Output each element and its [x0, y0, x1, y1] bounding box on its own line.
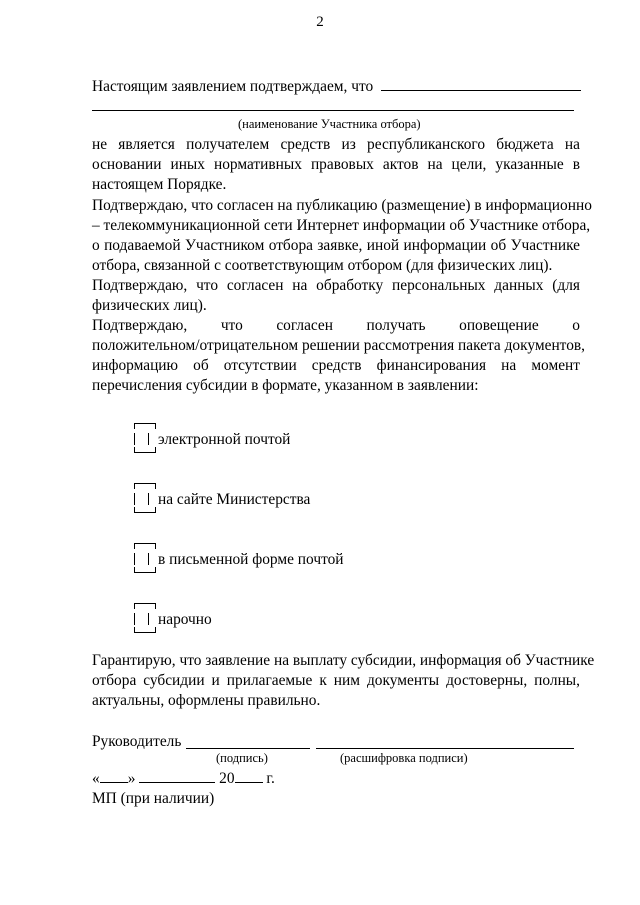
option-label-mail: в письменной форме почтой — [158, 551, 344, 568]
paragraph2-line: Подтверждаю, что согласен на публикацию (размещение) в информационно — [92, 197, 592, 214]
paragraph1-line: настоящем Порядке. — [92, 176, 227, 193]
in-person-checkbox[interactable] — [134, 603, 154, 633]
paragraph5-line: актуальны, оформлены правильно. — [92, 692, 321, 709]
paragraph4-line: положительном/отрицательном решении рассмотрения пакета документов, — [92, 337, 586, 354]
paragraph4-line: информацию об отсутствии средств финансирования на момент — [92, 357, 580, 374]
stamp-label: МП (при наличии) — [92, 790, 215, 807]
day-blank[interactable] — [100, 781, 128, 783]
page-number: 2 — [316, 14, 324, 30]
date-close-quote: » — [127, 770, 136, 787]
year-prefix: 20 — [219, 770, 235, 787]
paragraph5-line: Гарантирую, что заявление на выплату субсидии, информация об Участнике — [92, 652, 595, 669]
year-blank[interactable] — [235, 781, 263, 783]
paragraph5-line: отбора субсидии и прилагаемые к ним документы достоверны, полны, — [92, 672, 580, 689]
paragraph1-line: не является получателем средств из республиканского бюджета на — [92, 136, 580, 153]
option-label-website: на сайте Министерства — [158, 491, 311, 508]
date-line — [92, 770, 275, 788]
signature-decode-caption: (расшифровка подписи) — [340, 751, 468, 765]
signature-label: Руководитель — [92, 733, 182, 750]
paragraph2-line: о подаваемой Участником отбора заявке, иной информации об Участнике — [92, 237, 580, 254]
option-label-in-person: нарочно — [158, 611, 212, 628]
year-suffix: г. — [266, 770, 275, 787]
paragraph3-line: Подтверждаю, что согласен на обработку персональных данных (для — [92, 277, 580, 294]
paragraph3-line: физических лиц). — [92, 297, 207, 314]
intro-line — [92, 78, 580, 96]
participant-name-caption: (наименование Участника отбора) — [238, 117, 421, 131]
signature-blank[interactable] — [186, 748, 310, 749]
mail-checkbox[interactable] — [134, 543, 154, 573]
paragraph1-line: основании иных нормативных правовых актов на цели, указанные в — [92, 156, 580, 173]
month-blank[interactable] — [139, 781, 215, 783]
signature-decode-blank[interactable] — [316, 748, 574, 749]
paragraph2-line: – телекоммуникационной сети Интернет информации об Участнике отбора, — [92, 217, 591, 234]
paragraph4-line: Подтверждаю, что согласен получать оповещение о — [92, 317, 580, 334]
website-checkbox[interactable] — [134, 483, 154, 513]
option-label-email: электронной почтой — [158, 431, 291, 448]
participant-name-blank-2 — [92, 110, 574, 111]
email-checkbox[interactable] — [134, 423, 154, 453]
date-open-quote: « — [92, 770, 100, 787]
participant-name-blank-1 — [381, 89, 581, 91]
paragraph2-line: отбора, связанной с соответствующим отбором (для физических лиц). — [92, 257, 553, 274]
signature-caption: (подпись) — [216, 751, 268, 765]
intro-text: Настоящим заявлением подтверждаем, что — [92, 78, 374, 95]
paragraph4-line: перечисления субсидии в формате, указанном в заявлении: — [92, 377, 479, 394]
